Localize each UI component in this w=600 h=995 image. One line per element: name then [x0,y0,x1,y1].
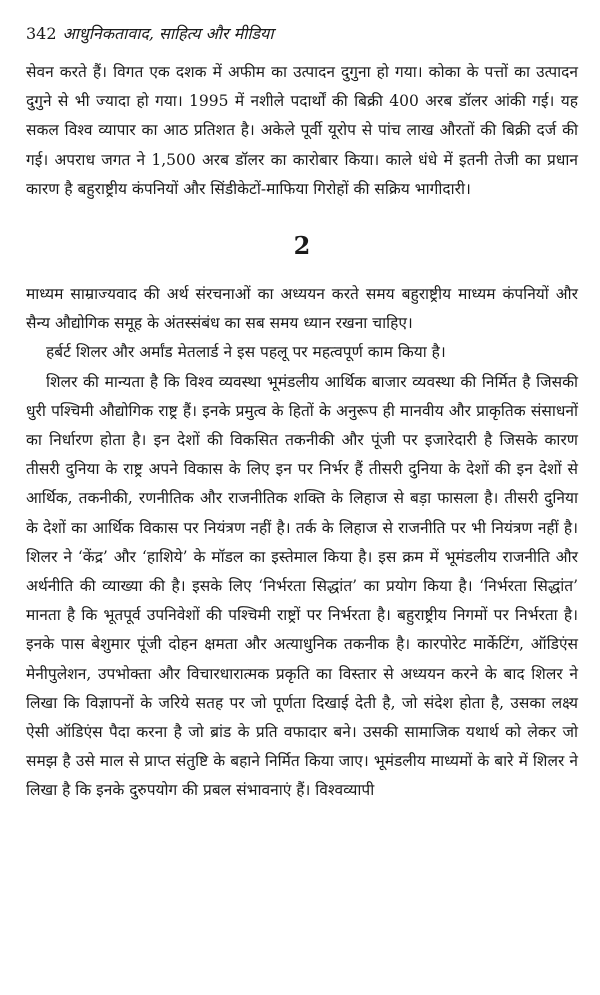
paragraph-section-2: हर्बर्ट शिलर और अर्मांड मेतलार्ड ने इस पहलू पर महत्वपूर्ण काम किया है। [46,343,446,362]
book-page [26,22,578,806]
page-number: 342 [26,24,57,43]
running-title: आधुनिकतावाद, साहित्य और मीडिया [62,24,274,43]
running-header [26,22,578,44]
section-number: 2 [293,231,311,261]
paragraph-section-3: शिलर की मान्यता है कि विश्व व्यवस्था भूमंडलीय आर्थिक बाजार व्यवस्था की निर्मित है जिसकी धुरी पश्चिमी औद्योगिक राष्ट्र हैं। इनके प्रमुत्व के हितों के अनुरूप ही मानवीय और प्राकृतिक संसाधनों का निर्धारण होता है। इन देशों की विकसित तकनीकी और पूंजी पर इजारेदारी है जिसके कारण तीसरी दुनिया के राष्ट्र अपने विकास के लिए इन पर निर्भर हैं तीसरी दुनिया के देशों की इन देशों से आर्थिक, तकनीकी, रणनीतिक और राजनीतिक शक्ति के लिहाज से बड़ा फासला है। तीसरी दुनिया के देशों का आर्थिक विकास पर नियंत्रण नहीं है। तर्क के लिहाज से राजनीति पर भी नियंत्रण नहीं है। शिलर ने ‘केंद्र’ और ‘हाशिये’ के मॉडल का इस्तेमाल किया है। इस क्रम में भूमंडलीय राजनीति और अर्थनीति की व्याख्या की है। इसके लिए ‘निर्भरता सिद्धांत’ का प्रयोग किया है। ‘निर्भरता सिद्धांत’ मानता है कि भूतपूर्व उपनिवेशों की पश्चिमी राष्ट्रों पर निर्भरता है। बहुराष्ट्रीय निगमों पर निर्भरता है। इनके पास बेशुमार पूंजी दोहन क्षमता और अत्याधुनिक तकनीक है। कारपोरेट मार्केटिंग, ऑडिएंस मेनीपुलेशन, उपभोक्ता और विचारधारात्मक प्रकृति का विस्तार से अध्ययन करने के बाद शिलर ने लिखा कि विज्ञापनों के जरिये सतह पर जो पूर्णता दिखाई देती है, जो संदेश होता है, उसका लक्ष्य ऐसी ऑडिएंस पैदा करना है जो ब्रांड के प्रति वफादार बने। उसकी सामाजिक यथार्थ को लेकर जो समझ है उसे माल से प्राप्त संतुष्टि के बहाने निर्मित किया जाए। भूमंडलीय माध्यमों के बारे में शिलर ने लिखा है कि इनके दुरुपयोग की प्रबल संभावनाएं हैं। विश्वव्यापी [26,372,578,800]
paragraph-top-1: सेवन करते हैं। विगत एक दशक में अफीम का उत्पादन दुगुना हो गया। कोका के पत्तों का उत्पादन दुगुने से भी ज्यादा हो गया। 1995 में नशीले पदार्थों की बिक्री 400 अरब डॉलर आंकी गई। यह सकल विश्व व्यापार का आठ प्रतिशत है। अकेले पूर्वी यूरोप से पांच लाख औरतों की बिक्री दर्ज की गई। अपराध जगत ने 1,500 अरब डॉलर का कारोबार किया। काले धंधे में इतनी तेजी का प्रधान कारण है बहुराष्ट्रीय कंपनियों और सिंडीकेटों-माफिया गिरोहों की सक्रिय भागीदारी। [26,63,578,198]
paragraph-section-1: माध्यम साम्राज्यवाद की अर्थ संरचनाओं का अध्ययन करते समय बहुराष्ट्रीय माध्यम कंपनियों और सैन्य औद्योगिक समूह के अंतस्संबंध का सब समय ध्यान रखना चाहिए। [26,285,578,333]
